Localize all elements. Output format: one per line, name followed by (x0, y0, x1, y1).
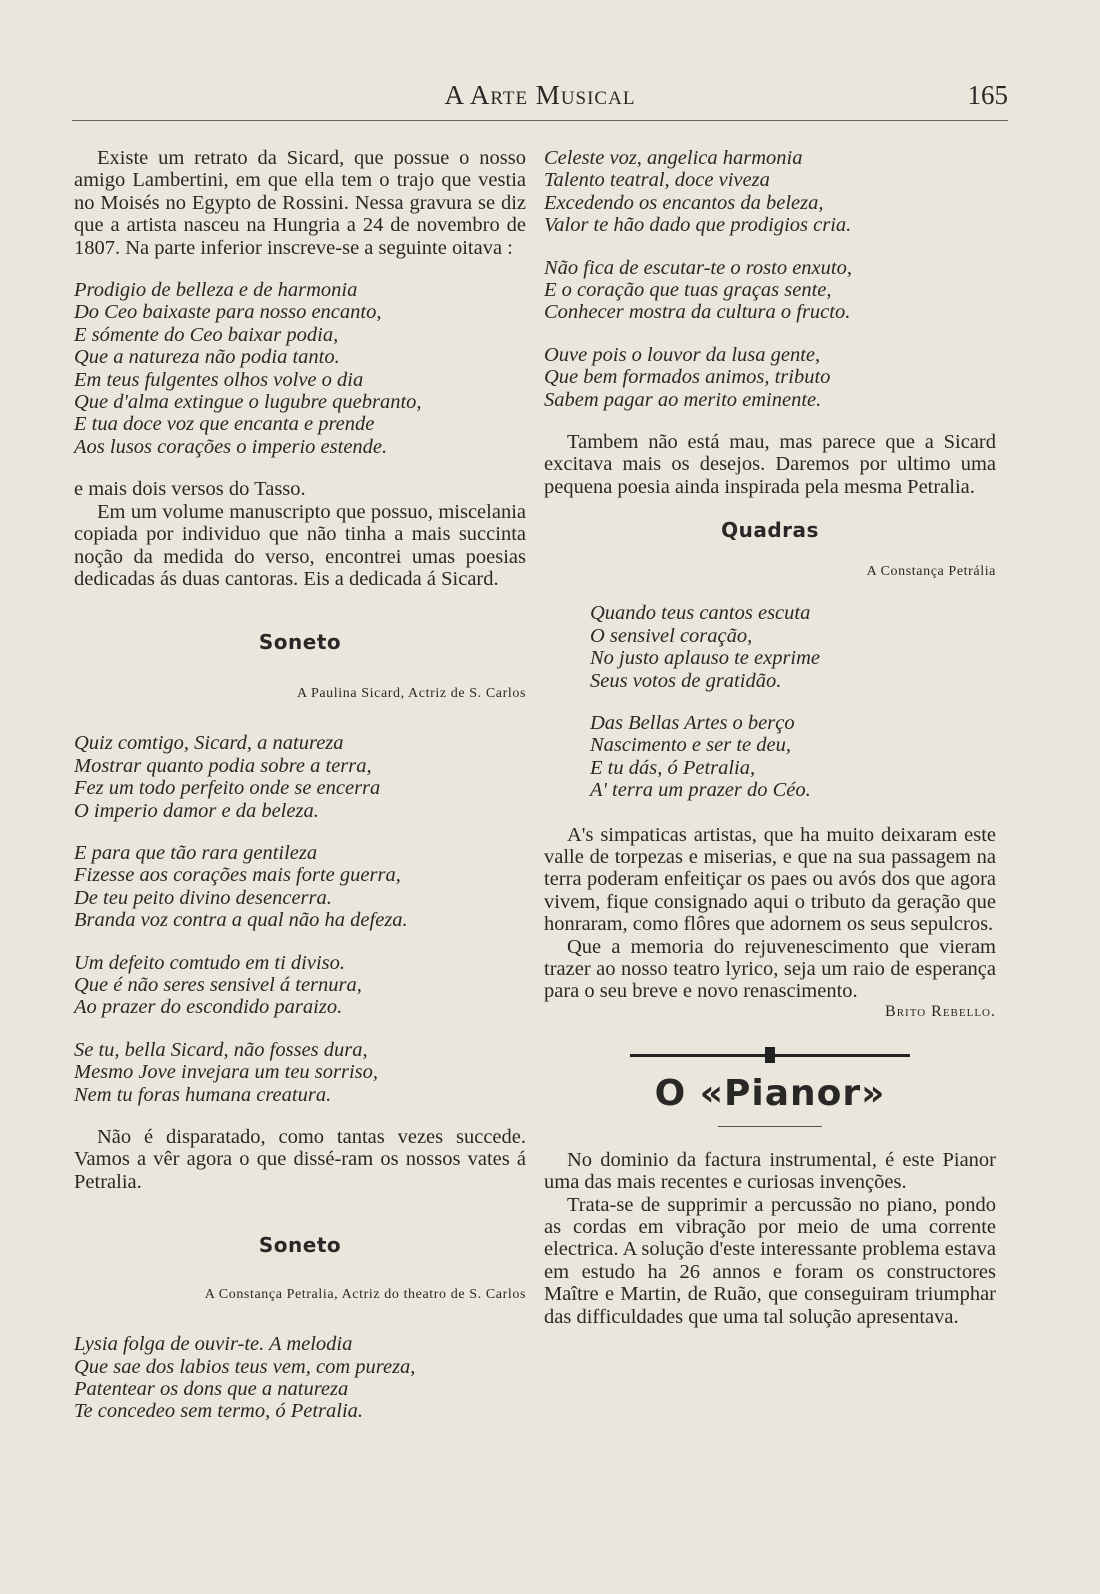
title-underline (718, 1126, 822, 1127)
pianor-paragraph-2: Trata-se de supprimir a percussão no piano, pondo as cordas em vibração por meio de uma corrente electrica. A solução d'este interessante problema estava em estudo ha 26 annos e foram os constructores Maître e Martin, de Ruão, que conseguiram triumphar das difficuldades que uma tal solução apresentava. (544, 1193, 996, 1328)
soneto-1-stanza (74, 952, 526, 1019)
soneto-1-dedication: A Paulina Sicard, Actriz de S. Carlos (296, 686, 526, 702)
verse-line: E o coração que tuas graças sente, (544, 279, 832, 302)
soneto-2-stanza (544, 344, 996, 411)
verse-line: Fizesse aos corações mais forte guerra, (74, 864, 401, 887)
verse-line: Mostrar quanto podia sobre a terra, (74, 754, 372, 777)
quadras-dedication: A Constança Petrália (866, 564, 996, 580)
verse-line: Conhecer mostra da cultura o fructo. (544, 301, 851, 324)
verse-line: Lysia folga de ouvir-te. A melodia (74, 1333, 353, 1356)
soneto-2-dedication: A Constança Petralia, Actriz do theatro de S. Carlos (204, 1287, 526, 1303)
verse-line: Ao prazer do escondido paraizo. (74, 996, 343, 1019)
verse-line: Valor te hão dado que prodigios cria. (544, 214, 852, 237)
commentary-paragraph: Não é disparatado, como tantas vezes succede. Vamos a vêr agora o que dissé-ram os nossos vates á Petralia. (74, 1126, 526, 1193)
soneto-2-stanza (74, 1333, 526, 1423)
verse-line: Que d'alma extingue o lugubre quebranto, (74, 391, 422, 414)
closing-paragraph-2: Que a memoria do rejuvenescimento que vieram trazer ao nosso teatro lyrico, seja um raio de esperança para o seu breve e novo renascimento. (544, 935, 996, 1003)
left-column (74, 147, 526, 1423)
verse-line: Celeste voz, angelica harmonia (544, 147, 803, 169)
page-header (72, 74, 1008, 121)
verse-line: Um defeito comtudo em ti diviso. (74, 951, 346, 974)
verse-line: Sabem pagar ao merito eminente. (544, 388, 822, 411)
verse-line: Quiz comtigo, Sicard, a natureza (74, 732, 344, 755)
soneto-1-stanza (74, 842, 526, 932)
verse-line: E tu dás, ó Petralia, (590, 756, 756, 779)
verse-line: Prodigio de belleza e de harmonia (74, 279, 358, 302)
verse-line: Talento teatral, doce viveza (544, 169, 770, 192)
soneto-2-stanza (544, 257, 996, 324)
verse-line: Em teus fulgentes olhos volve o dia (74, 368, 364, 391)
right-column (544, 147, 996, 1328)
verse-line: O sensivel coração, (590, 624, 753, 647)
article-title: O «Pianor» (654, 1072, 886, 1114)
verse-line: Que sae dos labios teus vem, com pureza, (74, 1355, 416, 1378)
verse-line: No justo aplauso te exprime (590, 647, 821, 670)
oitava-poem (74, 279, 526, 458)
verse-line: De teu peito divino desencerra. (74, 886, 332, 909)
verse-line: Seus votos de gratidão. (590, 669, 782, 692)
soneto-1-heading: Soneto (258, 630, 342, 655)
verse-line: Patentear os dons que a natureza (74, 1378, 349, 1401)
verse-line: E sómente do Ceo baixar podia, (74, 323, 339, 346)
tasso-line: e mais dois versos do Tasso. (74, 478, 306, 501)
verse-line: Te concedeo sem termo, ó Petralia. (74, 1400, 364, 1423)
verse-line: Ouve pois o louvor da lusa gente, (544, 343, 821, 366)
verse-line: Que é não seres sensivel á ternura, (74, 973, 362, 996)
quadras-stanza (544, 712, 996, 802)
intro-paragraph: Existe um retrato da Sicard, que possue o nosso amigo Lambertini, em que ella tem o trajo que vestia no Moisés no Egypto de Rossini. Nessa gravura se diz que a artista nasceu na Hungria a 24 de novembro de 1807. Na parte inferior inscreve-se a seguinte oitava : (74, 147, 526, 259)
verse-line: E tua doce voz que encanta e prende (74, 413, 375, 436)
soneto-1-stanza (74, 1039, 526, 1106)
quadras-heading: Quadras (721, 518, 819, 543)
section-divider (544, 1047, 996, 1063)
verse-line: E para que tão rara gentileza (74, 841, 318, 864)
verse-line: Mesmo Jove invejara um teu sorriso, (74, 1061, 379, 1084)
running-title: A Arte Musical (444, 80, 636, 110)
soneto-1-stanza (74, 732, 526, 822)
verse-line: Nascimento e ser te deu, (590, 734, 791, 757)
verse-line: Branda voz contra a qual não ha defeza. (74, 909, 408, 932)
closing-paragraph: A's simpaticas artistas, que ha muito deixaram este valle de torpezas e miserias, e que na sua passagem na terra poderam enfeitiçar os paes ou avós dos que agora vivem, fique consignado aqui o tributo da geração que honraram, como flôres que adornem os seus sepulcros. (544, 823, 996, 936)
verse-line: Não fica de escutar-te o rosto enxuto, (544, 256, 852, 279)
verse-line: Fez um todo perfeito onde se encerra (74, 777, 381, 800)
verse-line: A' terra um prazer do Céo. (590, 779, 811, 802)
author-signature: Brito Rebello. (885, 1002, 996, 1020)
verse-line: Do Ceo baixaste para nosso encanto, (74, 301, 382, 324)
verse-line: Nem tu foras humana creatura. (74, 1083, 332, 1106)
quadras-stanza (544, 602, 996, 692)
verse-line: Das Bellas Artes o berço (590, 711, 795, 734)
verse-line: Aos lusos corações o imperio estende. (74, 435, 388, 458)
soneto-2-heading: Soneto (258, 1233, 342, 1258)
verse-line: Quando teus cantos escuta (590, 602, 811, 625)
manuscript-paragraph: Em um volume manuscripto que possuo, miscelania copiada por individuo que não tinha a mais succinta noção da medida do verso, encontrei umas poesias dedicadas ás duas cantoras. Eis a dedicada á Sicard. (74, 500, 526, 590)
verse-line: Excedendo os encantos da beleza, (544, 191, 824, 214)
pianor-paragraph: No dominio da factura instrumental, é este Pianor uma das mais recentes e curiosas invenções. (544, 1148, 996, 1194)
soneto-2-stanza (544, 147, 996, 237)
tambem-paragraph: Tambem não está mau, mas parece que a Sicard excitava mais os desejos. Daremos por ultimo uma pequena poesia ainda inspirada pela mesma Petralia. (544, 431, 996, 498)
verse-line: O imperio damor e da beleza. (74, 799, 319, 822)
verse-line: Se tu, bella Sicard, não fosses dura, (74, 1038, 368, 1061)
verse-line: Que a natureza não podia tanto. (74, 346, 340, 369)
verse-line: Que bem formados animos, tributo (544, 366, 831, 389)
page-number: 165 (967, 80, 1008, 110)
